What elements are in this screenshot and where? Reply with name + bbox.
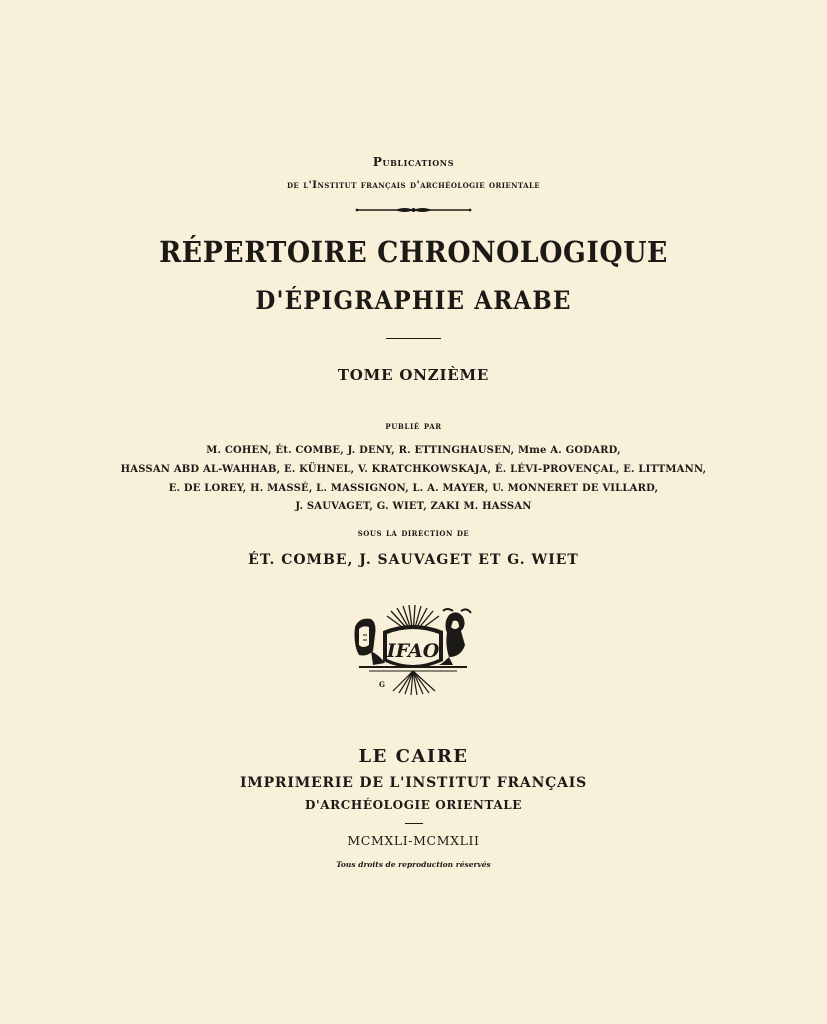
title-rule bbox=[386, 338, 441, 339]
direction-label: sous la direction de bbox=[357, 528, 470, 539]
imprint-printer-line1: IMPRIMERIE DE L'INSTITUT FRANÇAIS bbox=[239, 775, 588, 791]
rights-notice: Tous droits de reproduction réservés bbox=[336, 860, 491, 869]
authors-line-1: M. COHEN, Ét. COMBE, J. DENY, R. ETTINGHAUSEN, Mme A. GODARD, bbox=[206, 445, 621, 456]
ifao-emblem-icon bbox=[349, 605, 477, 695]
authors-line-2: HASSAN ABD AL-WAHHAB, E. KÜHNEL, V. KRATCHKOWSKAJA, É. LÉVI-PROVENÇAL, E. LITTMANN, bbox=[120, 464, 707, 475]
svg-text:IFAO: IFAO bbox=[386, 640, 440, 662]
imprint-city: LE CAIRE bbox=[358, 746, 469, 767]
main-title-line2: D'ÉPIGRAPHIE ARABE bbox=[255, 286, 572, 315]
authors-line-4: J. SAUVAGET, G. WIET, ZAKI M. HASSAN bbox=[295, 501, 532, 512]
published-by-label: publié par bbox=[385, 421, 442, 432]
imprint-rule bbox=[405, 823, 423, 824]
main-title-line1: RÉPERTOIRE CHRONOLOGIQUE bbox=[159, 235, 668, 269]
svg-text:G: G bbox=[379, 680, 385, 689]
publication-years: MCMXLI-MCMXLII bbox=[347, 833, 480, 848]
directors: ÉT. COMBE, J. SAUVAGET ET G. WIET bbox=[248, 552, 579, 568]
series-publisher: de l'Institut français d'archéologie orientale bbox=[286, 179, 541, 191]
ornament-divider-icon bbox=[355, 205, 472, 215]
volume-label: TOME ONZIÈME bbox=[337, 366, 490, 384]
imprint-printer-line2: D'ARCHÉOLOGIE ORIENTALE bbox=[304, 798, 523, 812]
series-title: Publications bbox=[372, 155, 455, 169]
authors-line-3: E. DE LOREY, H. MASSÉ, L. MASSIGNON, L. A. MAYER, U. MONNERET DE VILLARD, bbox=[168, 483, 659, 494]
